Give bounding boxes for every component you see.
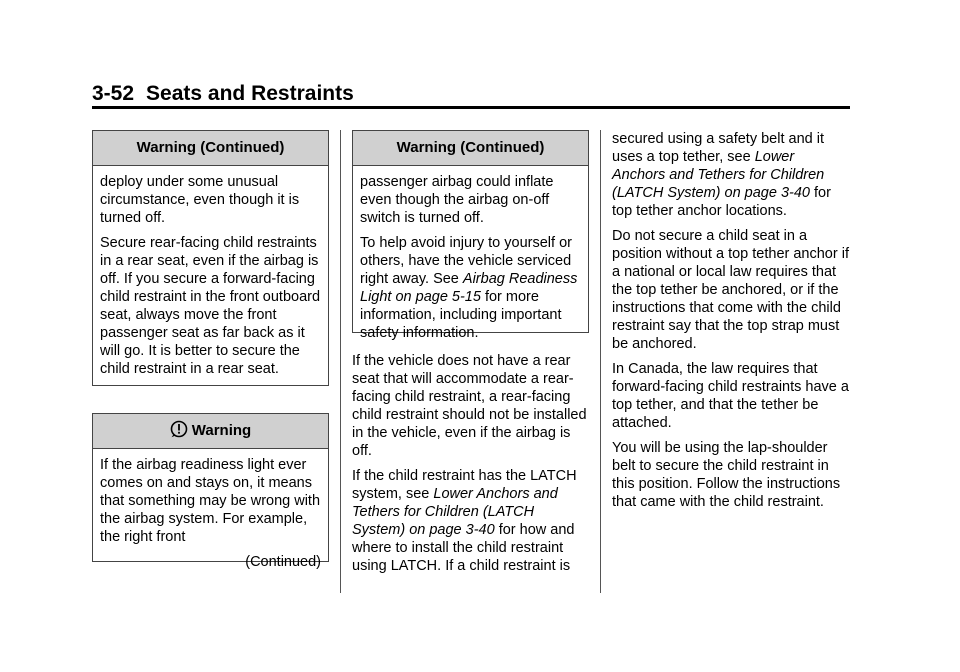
body-paragraph: You will be using the lap-shoulder belt to secure the child restraint in this position. Follow the instructions that came with the child restraint.	[612, 440, 841, 510]
text-run: If the child restraint has the LATCH system, see	[352, 468, 577, 502]
text-run: secured using a safety belt and it uses a top tether, see	[612, 131, 824, 165]
cross-reference-link[interactable]: Lower Anchors and Tethers for Children (LATCH System) on page 3-40	[352, 486, 558, 538]
continued-label: (Continued)	[245, 554, 321, 570]
section-title: Seats and Restraints	[146, 82, 354, 105]
text-run: for more information, including important safety information.	[360, 289, 562, 341]
warning-box-title: Warning (Continued)	[93, 131, 328, 166]
warning-box-title: Warning (Continued)	[353, 131, 588, 166]
warning-box-continued-1	[92, 130, 329, 386]
column-1	[92, 130, 329, 570]
page-number: 3-52	[92, 82, 135, 105]
cross-reference-link[interactable]: Airbag Readiness Light on page 5-15	[360, 271, 578, 305]
header-rule	[92, 106, 850, 109]
warning-paragraph: Secure rear-facing child restraints in a rear seat, even if the airbag is off. If you secure a forward-facing child restraint in the front outboard seat, always move the front passenger seat as far back as it will go. It is better to secure the child restraint in a rear seat.	[100, 235, 321, 377]
warning-box-title: Warning	[191, 422, 252, 439]
warning-box-body	[353, 166, 588, 352]
warning-box-title-row	[93, 414, 328, 449]
column-2	[352, 130, 589, 582]
warning-paragraph: deploy under some unusual circumstance, even though it is turned off.	[100, 174, 300, 226]
warning-box-body	[93, 449, 328, 581]
cross-reference-link[interactable]: Lower Anchors and Tethers for Children (LATCH System) on page 3-40	[612, 149, 825, 201]
column-divider-1	[340, 130, 341, 593]
warning-box-body	[93, 166, 328, 388]
page-header	[92, 82, 850, 106]
warning-circle-icon	[170, 420, 188, 443]
warning-paragraph: If the airbag readiness light ever comes on and stays on, it means that something may be wrong with the airbag system. For example, the right front	[100, 457, 321, 545]
text-run: for how and where to install the child restraint using LATCH. If a child restraint is	[352, 522, 575, 574]
body-paragraph	[612, 130, 850, 220]
warning-paragraph	[360, 234, 581, 342]
text-run: for top tether anchor locations.	[612, 185, 831, 219]
column-divider-2	[600, 130, 601, 593]
text-run: To help avoid injury to yourself or others, have the vehicle serviced right away. See	[360, 235, 572, 287]
warning-box-airbag-light	[92, 413, 329, 570]
warning-paragraph: passenger airbag could inflate even though the airbag on-off switch is turned off.	[360, 174, 554, 226]
page-header-text	[92, 82, 354, 105]
body-paragraph: Do not secure a child seat in a position without a top tether anchor if a national or local law requires that the top tether be anchored, or if the instructions that come with the child restraint say that the top strap must be anchored.	[612, 228, 849, 352]
column-3	[612, 130, 850, 518]
body-paragraph: In Canada, the law requires that forward-facing child restraints have a top tether, and that the tether be attached.	[612, 361, 849, 431]
body-paragraph: If the vehicle does not have a rear seat that will accommodate a rear-facing child restraint, a rear-facing child restraint should not be installed in the vehicle, even if the airbag is off.	[352, 353, 587, 459]
body-paragraph	[352, 467, 589, 575]
warning-box-continued-2	[352, 130, 589, 341]
